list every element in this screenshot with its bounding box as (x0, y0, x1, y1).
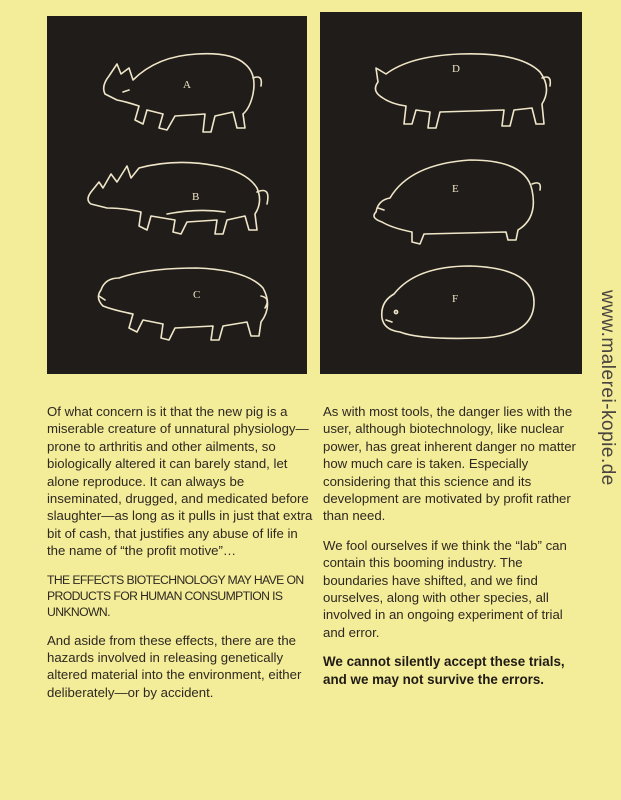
pig-label-a: A (183, 79, 191, 91)
pig-drawings-left (47, 16, 307, 374)
left-paragraph-2: And aside from these effects, there are the hazards involved in releasing genetically altered material into the environment, either deliberately—or by accident. (47, 632, 302, 700)
pig-drawing-b (88, 162, 268, 234)
pig-drawing-c (98, 268, 267, 340)
bold-conclusion: We cannot silently accept these trials, and we may not survive the errors. (323, 654, 565, 688)
pig-label-b: B (192, 191, 200, 203)
text-column-right (323, 403, 585, 701)
text-column-left (47, 403, 315, 713)
right-paragraph-2: We fool ourselves if we think the “lab” can contain this booming industry. The boundaries have shifted, and we find ourselves, along with other species, all involved in an ongoing experiment of trial and error. (323, 537, 567, 640)
pig-drawing-e (374, 160, 540, 244)
pig-label-c: C (193, 289, 201, 301)
pig-label-e: E (452, 183, 459, 195)
pig-drawing-d (375, 54, 550, 128)
watermark: www.malerei-kopie.de (597, 290, 618, 486)
caps-statement: THE EFFECTS BIOTECHNOLOGY MAY HAVE ON PRODUCTS FOR HUMAN CONSUMPTION IS UNKNOWN. (47, 572, 304, 619)
pig-label-f: F (452, 293, 459, 305)
pig-label-d: D (452, 63, 460, 75)
illustration-panel-left (47, 16, 307, 374)
left-paragraph-1: Of what concern is it that the new pig is a miserable creature of unnatural physiology—prone to arthritis and other ailments, so biologically altered it can barely stand, let alone reproduce. It can always be inseminated, drugged, and medicated before slaughter—as long as it pulls in just that extra bit of cash, that justifies any abuse of life in the name of “the profit motive”… (47, 404, 313, 559)
illustration-panel-right (320, 12, 582, 374)
pig-drawing-a (104, 54, 262, 132)
pig-drawings-right (320, 12, 582, 374)
right-paragraph-1: As with most tools, the danger lies with the user, although biotechnology, like nuclear power, has great inherent danger no matter how much care is taken. Especially considering that this science and its development are motivated by profit rather than need. (323, 404, 576, 524)
